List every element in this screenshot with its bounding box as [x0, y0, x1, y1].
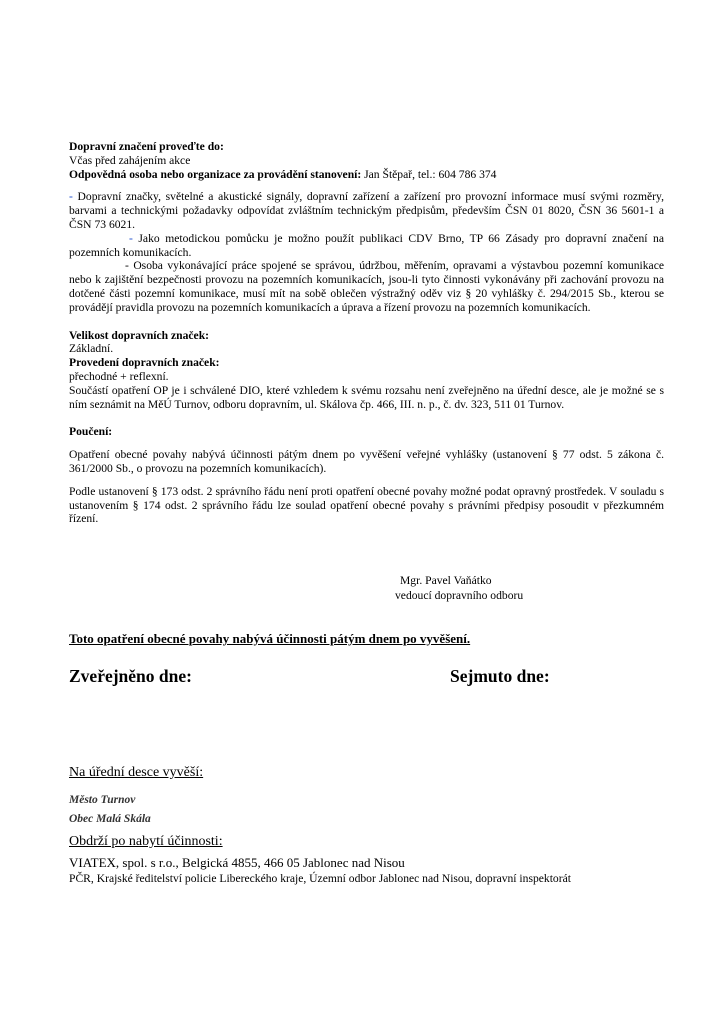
- board-item: Obec Malá Skála: [69, 813, 151, 825]
- sign-design-value: přechodné + reflexní.: [69, 369, 169, 383]
- recipient-item: PČR, Krajské ředitelství policie Libereckého kraje, Územní odbor Jablonec nad Nisou, dopravní inspektorát: [69, 872, 571, 885]
- condition-1-text: Dopravní značky, světelné a akustické signály, dopravní zařízení a zařízení pro provozní informace musí svými rozměry, barvami a technickými požadavky odpovídat zvláštním technickým předpisům, především ČSN 01 8020, ČSN 36 5601-1 a ČSN 73 6021.: [69, 190, 664, 231]
- sign-size-label: Velikost dopravních značek:: [69, 328, 209, 342]
- execute-label: Dopravní značení proveďte do:: [69, 140, 224, 153]
- responsible-value: Jan Štěpař, tel.: 604 786 374: [364, 167, 497, 181]
- removed-label: Sejmuto dne:: [450, 666, 550, 686]
- instruction-p2: Podle ustanovení § 173 odst. 2 správního řádu není proti opatření obecné povahy možné podat opravný prostředek. V souladu s ustanovením § 174 odst. 2 správního řádu lze soulad opatření obecné povahy s právními předpisy posoudit v přezkumném řízení.: [69, 484, 664, 526]
- condition-3: [69, 259, 664, 314]
- responsible-line: [69, 168, 664, 182]
- dio-text: Součástí opatření OP je i schválené DIO, které vzhledem k svému rozsahu není zveřejněno na úřední desce, ale je možné se s ním seznámit na MěÚ Turnov, odboru dopravním, ul. Skálova čp. 466, III. n. p., č. dv. 323, 511 01 Turnov.: [69, 383, 664, 411]
- execute-value: Včas před zahájením akce: [69, 153, 191, 167]
- signature-block: [395, 573, 523, 603]
- board-label: Na úřední desce vyvěší:: [69, 765, 204, 780]
- signature-title: vedoucí dopravního odboru: [395, 589, 524, 602]
- bullet-dash: -: [125, 259, 129, 273]
- instruction-p1: Opatření obecné povahy nabývá účinnosti pátým dnem po vyvěšení veřejné vyhlášky (ustanovení § 77 odst. 5 zákona č. 361/2000 Sb., o provozu na pozemních komunikacích).: [69, 448, 664, 475]
- bullet-dash: -: [129, 231, 133, 245]
- document-body: [69, 140, 664, 526]
- sign-size-value: Základní.: [69, 342, 114, 356]
- responsible-label: Odpovědná osoba nebo organizace za provádění stanovení:: [69, 167, 362, 181]
- condition-1: [69, 190, 664, 231]
- published-label: Zveřejněno dne:: [69, 666, 192, 686]
- sign-design-label: Provedení dopravních značek:: [69, 356, 220, 370]
- instruction-label: Poučení:: [69, 425, 113, 439]
- recipient-item: VIATEX, spol. s r.o., Belgická 4855, 466 05 Jablonec nad Nisou: [69, 855, 405, 870]
- recipients-label: Obdrží po nabytí účinnosti:: [69, 834, 223, 849]
- condition-2-text: Jako metodickou pomůcku je možno použít publikaci CDV Brno, TP 66 Zásady pro dopravní značení na pozemních komunikacích.: [69, 231, 664, 259]
- bullet-dash: -: [69, 190, 73, 204]
- condition-2: [69, 232, 664, 260]
- effectiveness-notice: Toto opatření obecné povahy nabývá účinnosti pátým dnem po vyvěšení.: [69, 631, 471, 646]
- signature-name: Mgr. Pavel Vaňátko: [400, 574, 492, 587]
- board-item: Město Turnov: [69, 794, 136, 806]
- condition-3-text: Osoba vykonávající práce spojené se správou, údržbou, měřením, opravami a výstavbou pozemní komunikace nebo k zajištění bezpečnosti provozu na pozemních komunikacích, jsou-li tyto činnosti vykonávány při zachování provozu na dotčené části pozemní komunikace, musí mít na sobě oblečen výstražný oděv viz § 20 vyhlášky č. 294/2015 Sb., kterou se provádějí pravidla provozu na pozemních komunikacích a úprava a řízení provozu na pozemních komunikacích.: [69, 259, 664, 314]
